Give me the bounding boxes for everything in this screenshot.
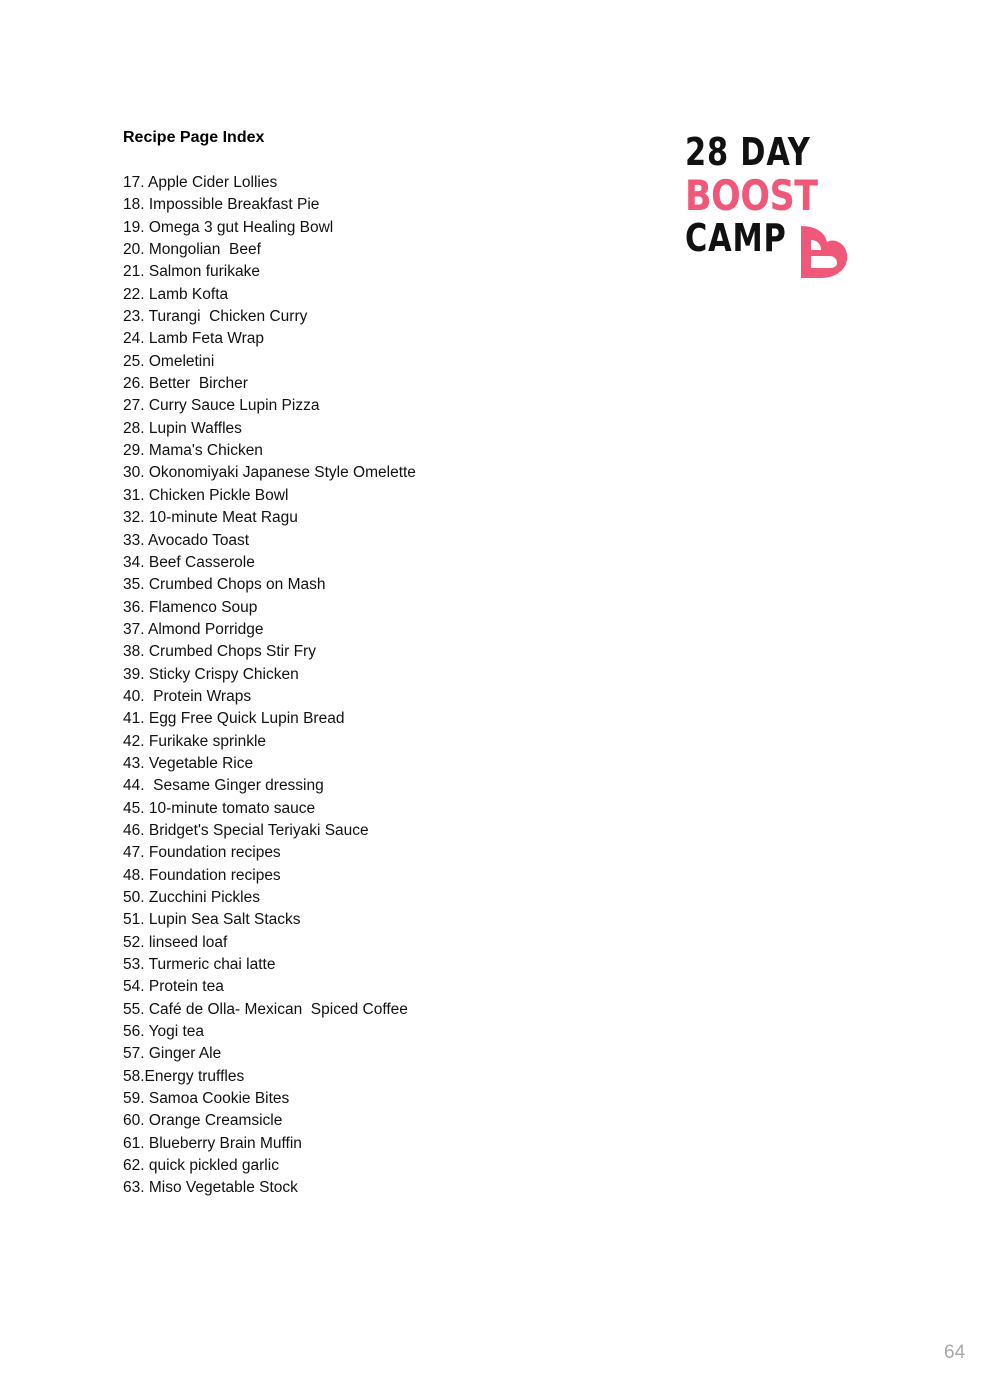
list-item: 25. Omeletini	[123, 352, 215, 370]
list-item: 54. Protein tea	[123, 978, 224, 996]
list-item: 58.Energy truffles	[123, 1067, 245, 1085]
page-number: 64	[944, 1342, 966, 1363]
list-item: 48. Foundation recipes	[123, 866, 281, 884]
list-item: 21. Salmon furikake	[123, 263, 260, 281]
list-item: 39. Sticky Crispy Chicken	[123, 665, 299, 683]
list-item: 31. Chicken Pickle Bowl	[123, 486, 289, 504]
list-item: 28. Lupin Waffles	[123, 419, 242, 437]
list-item: 33. Avocado Toast	[123, 531, 250, 549]
list-item: 40. Protein Wraps	[123, 687, 252, 705]
list-item: 57. Ginger Ale	[123, 1045, 222, 1063]
list-item: 27. Curry Sauce Lupin Pizza	[123, 397, 320, 415]
list-item: 38. Crumbed Chops Stir Fry	[123, 643, 316, 661]
list-item: 47. Foundation recipes	[123, 844, 281, 862]
list-item: 24. Lamb Feta Wrap	[123, 330, 265, 348]
list-item: 56. Yogi tea	[123, 1023, 205, 1041]
list-item: 37. Almond Porridge	[123, 620, 264, 638]
page-title: Recipe Page Index	[123, 129, 265, 146]
list-item: 17. Apple Cider Lollies	[123, 174, 278, 191]
list-item: 60. Orange Creamsicle	[123, 1112, 283, 1130]
list-item: 20. Mongolian Beef	[123, 241, 261, 259]
list-item: 51. Lupin Sea Salt Stacks	[123, 911, 301, 929]
list-item: 46. Bridget's Special Teriyaki Sauce	[123, 821, 369, 839]
list-item: 63. Miso Vegetable Stock	[123, 1179, 298, 1197]
list-item: 19. Omega 3 gut Healing Bowl	[123, 218, 334, 236]
list-item: 32. 10-minute Meat Ragu	[123, 509, 298, 527]
list-item: 61. Blueberry Brain Muffin	[123, 1134, 302, 1152]
list-item: 59. Samoa Cookie Bites	[123, 1090, 290, 1108]
list-item: 52. linseed loaf	[123, 933, 228, 951]
list-item: 43. Vegetable Rice	[123, 754, 254, 772]
logo-line-boost: BOOST	[685, 171, 818, 220]
list-item: 44. Sesame Ginger dressing	[123, 777, 324, 795]
brand-logo	[683, 132, 855, 284]
list-item: 23. Turangi Chicken Curry	[123, 308, 308, 326]
list-item: 42. Furikake sprinkle	[123, 732, 267, 750]
list-item: 45. 10-minute tomato sauce	[123, 799, 316, 817]
recipe-index-list	[123, 172, 416, 1200]
list-item: 26. Better Bircher	[123, 375, 248, 393]
list-item: 55. Café de Olla- Mexican Spiced Coffee	[123, 1000, 408, 1018]
list-item: 29. Mama's Chicken	[123, 442, 263, 460]
list-item: 34. Beef Casserole	[123, 553, 255, 571]
list-item: 22. Lamb Kofta	[123, 285, 229, 303]
logo-line-camp: CAMP	[685, 216, 787, 260]
list-item: 36. Flamenco Soup	[123, 598, 258, 616]
list-item: 62. quick pickled garlic	[123, 1157, 279, 1175]
list-item: 50. Zucchini Pickles	[123, 889, 260, 906]
logo-line-28-day: 28 DAY	[685, 130, 811, 174]
list-item: 18. Impossible Breakfast Pie	[123, 196, 320, 214]
list-item: 41. Egg Free Quick Lupin Bread	[123, 710, 345, 728]
list-item: 53. Turmeric chai latte	[123, 956, 276, 974]
heart-b-icon	[791, 222, 853, 282]
list-item: 30. Okonomiyaki Japanese Style Omelette	[123, 464, 416, 482]
list-item: 35. Crumbed Chops on Mash	[123, 576, 326, 594]
